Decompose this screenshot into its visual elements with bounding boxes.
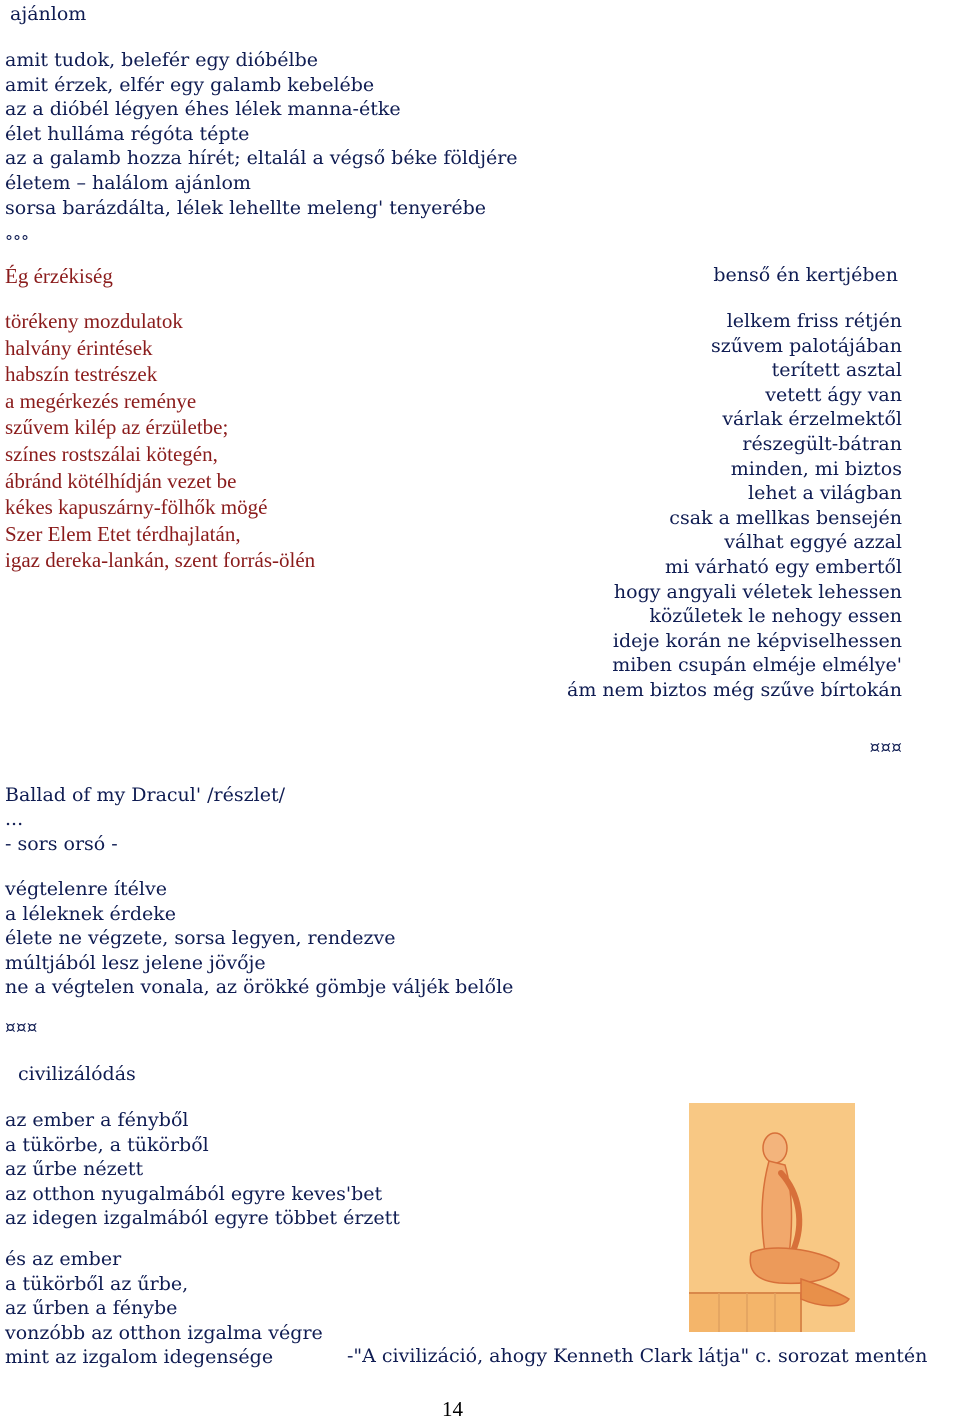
poem-line: részegült-bátran <box>742 432 902 455</box>
poem3-separator: ¤¤¤ <box>869 738 902 758</box>
illustration-caption: -"A civilizáció, ahogy Kenneth Clark látja" c. sorozat mentén <box>347 1345 928 1367</box>
poem3-title: benső én kertjében <box>713 264 898 286</box>
poem-line: ideje korán ne képviselhessen <box>612 629 902 652</box>
poem-line: mint az izgalom idegensége <box>5 1346 274 1369</box>
poem1-title: ajánlom <box>10 3 87 25</box>
poem-line: hogy angyali véletek lehessen <box>613 580 902 603</box>
poem4-ellipsis: ... <box>5 808 24 830</box>
poem-line: az űrbe nézett <box>5 1158 144 1181</box>
poem-line: kékes kapuszárny-fölhők mögé <box>5 495 268 520</box>
poem-line: az űrben a fénybe <box>5 1297 178 1320</box>
meditating-figure-illustration <box>689 1103 855 1332</box>
poem-line: lelkem friss rétjén <box>726 310 902 332</box>
poem2-body <box>5 308 315 574</box>
poem-line: közűletek le nehogy essen <box>649 605 902 628</box>
poem-line: szűvem palotájában <box>711 334 902 357</box>
poem-line: a tükörből az űrbe, <box>5 1272 189 1295</box>
poem-line: minden, mi biztos <box>730 457 902 480</box>
poem-line: válhat eggyé azzal <box>724 531 902 554</box>
figure-drawing <box>689 1103 855 1332</box>
poem5-stanza-1 <box>5 1108 400 1231</box>
poem-line: lehet a világban <box>748 482 902 505</box>
poem-line: és az ember <box>5 1248 122 1270</box>
poem-line: ám nem biztos még szűve bírtokán <box>567 678 902 701</box>
page-number: 14 <box>442 1397 463 1421</box>
poem5-title: civilizálódás <box>18 1063 136 1085</box>
poem4-body <box>5 877 513 1000</box>
poem-line: vetett ágy van <box>765 383 902 406</box>
poem-line: várlak érzelmektől <box>722 408 902 431</box>
poem-line: csak a mellkas bensején <box>669 506 902 529</box>
poem-line: miben csupán elméje elmélye' <box>612 654 902 677</box>
poem-line: sorsa barázdálta, lélek lehellte meleng' tenyerébe <box>5 196 487 219</box>
poem-line: terített asztal <box>771 359 902 382</box>
poem-line: múltjából lesz jelene jövője <box>5 951 266 974</box>
poem-line: az ember a fényből <box>5 1109 189 1131</box>
poem-line: törékeny mozdulatok <box>5 309 183 333</box>
poem-line: élet hulláma régóta tépte <box>5 122 250 145</box>
poem4-subtitle: - sors orsó - <box>5 833 118 855</box>
poem4-title: Ballad of my Dracul' /részlet/ <box>5 784 285 806</box>
poem-line: ne a végtelen vonala, az örökké gömbje váljék belőle <box>5 976 514 999</box>
poem-line: vonzóbb az otthon izgalma végre <box>5 1321 323 1344</box>
poem-line: az a galamb hozza hírét; eltalál a végső béke földjére <box>5 147 518 170</box>
poem-line: szűvem kilép az érzületbe; <box>5 415 229 440</box>
poem1-separator: °°° <box>5 232 29 251</box>
poem3-body <box>567 309 902 703</box>
poem-line: az a dióbél légyen éhes lélek manna-étke <box>5 98 401 121</box>
poem-line: a léleknek érdeke <box>5 902 177 925</box>
poem2-title: Ég érzékiség <box>5 264 113 288</box>
poem-line: ábránd kötélhídján vezet be <box>5 468 237 493</box>
poem1-body <box>5 48 518 220</box>
poem-line: halvány érintések <box>5 335 153 360</box>
poem4-separator: ¤¤¤ <box>5 1018 38 1038</box>
poem-line: mi várható egy embertől <box>664 555 902 578</box>
poem-line: habszín testrészek <box>5 362 158 387</box>
poem-line: az otthon nyugalmából egyre keves'bet <box>5 1182 383 1205</box>
poem-line: élete ne végzete, sorsa legyen, rendezve <box>5 927 396 950</box>
poem-line: az idegen izgalmából egyre többet érzett <box>5 1207 400 1230</box>
poem-line: a megérkezés reménye <box>5 388 197 413</box>
poem-line: végtelenre ítélve <box>5 878 167 900</box>
poem-line: Szer Elem Etet térdhajlatán, <box>5 521 241 546</box>
poem-line: igaz dereka-lankán, szent forrás-ölén <box>5 548 316 573</box>
poem-line: a tükörbe, a tükörből <box>5 1133 209 1156</box>
poem-line: életem – halálom ajánlom <box>5 171 251 194</box>
poem-line: színes rostszálai kötegén, <box>5 441 218 466</box>
poem5-stanza-2 <box>5 1247 323 1370</box>
poem-line: amit érzek, elfér egy galamb kebelébe <box>5 73 375 96</box>
poem-line: amit tudok, belefér egy dióbélbe <box>5 49 319 71</box>
